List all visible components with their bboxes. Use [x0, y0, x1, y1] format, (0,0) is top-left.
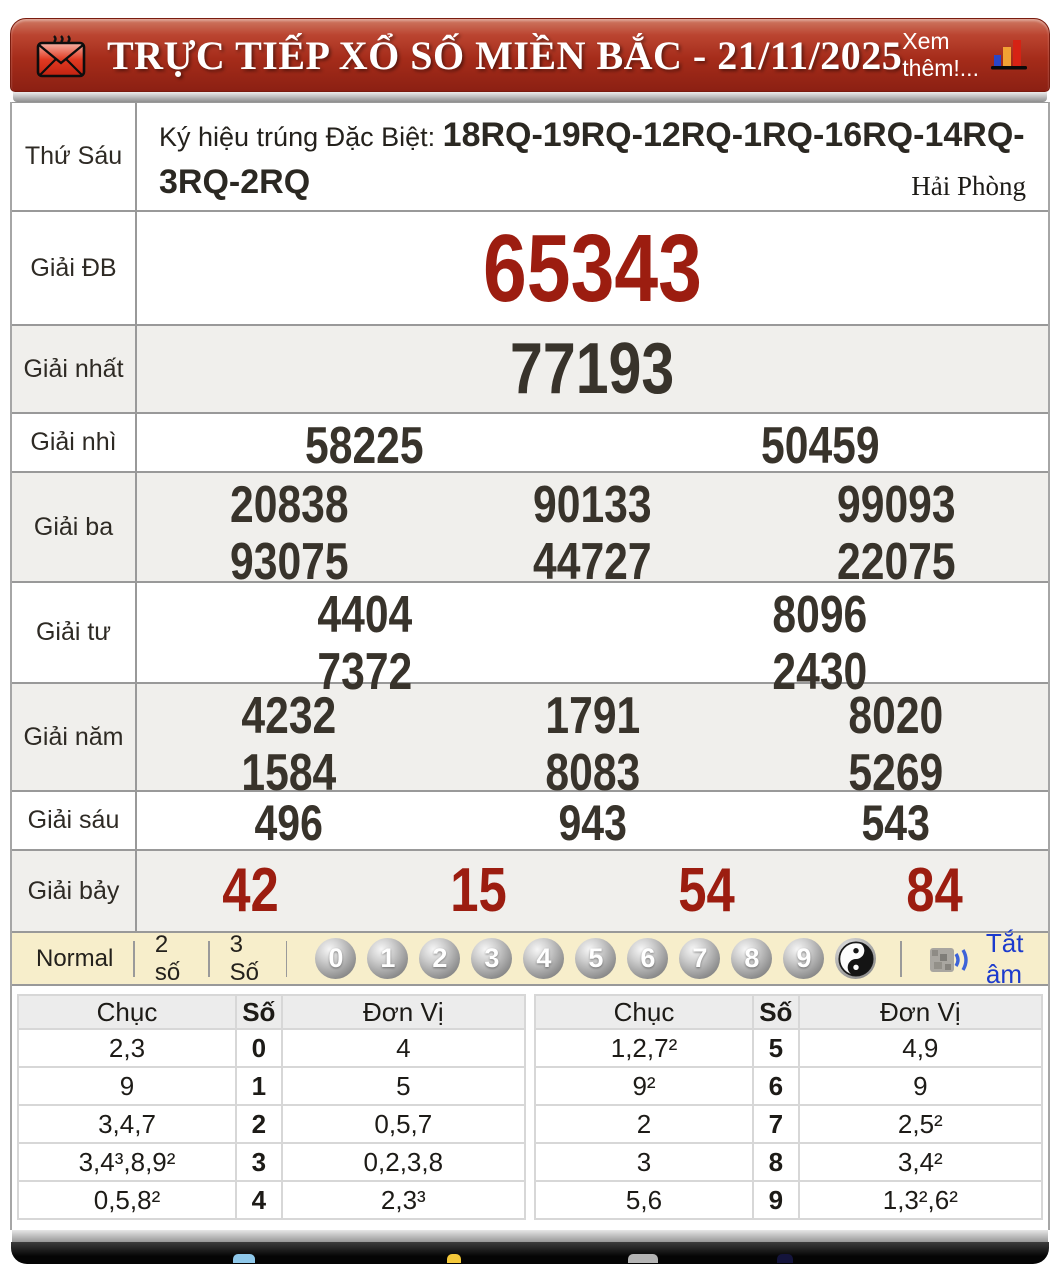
prize-label-fifth: Giải năm — [12, 684, 137, 790]
divider — [900, 941, 901, 977]
prize-number: 2430 — [772, 642, 868, 701]
prize-number: 22075 — [836, 532, 956, 591]
ball-6[interactable]: 6 — [627, 938, 668, 979]
mode-3-digits[interactable]: 3 Số — [229, 930, 259, 986]
header-bar — [10, 18, 1050, 92]
units-cell: 0,2,3,8 — [282, 1143, 525, 1181]
stats-row — [18, 1143, 525, 1181]
partial-icon — [777, 1254, 793, 1263]
digit-cell: 5 — [753, 1029, 799, 1067]
stats-row — [535, 1067, 1042, 1105]
units-cell: 2,3³ — [282, 1181, 525, 1219]
col-header-units: Đơn Vị — [282, 995, 525, 1029]
ball-9[interactable]: 9 — [783, 938, 824, 979]
footer-bar — [11, 1242, 1049, 1264]
prize-number: 5269 — [848, 743, 944, 802]
divider — [286, 941, 287, 977]
top-divider-strip — [13, 92, 1047, 102]
ball-0[interactable]: 0 — [315, 938, 356, 979]
partial-icon — [233, 1254, 255, 1263]
prize-label-fourth: Giải tư — [12, 583, 137, 682]
results-table — [12, 102, 1048, 933]
special-symbol-cell — [137, 103, 1048, 210]
col-header-units: Đơn Vị — [799, 995, 1042, 1029]
prize-row-third — [12, 473, 1048, 591]
ball-3[interactable]: 3 — [471, 938, 512, 979]
ball-4[interactable]: 4 — [523, 938, 564, 979]
stats-row — [18, 1105, 525, 1143]
province-name: Hải Phòng — [911, 171, 1026, 202]
tens-cell: 2 — [535, 1105, 753, 1143]
mode-normal[interactable]: Normal — [36, 944, 114, 972]
tens-cell: 3,4,7 — [18, 1105, 236, 1143]
stats-table-right — [534, 994, 1043, 1220]
see-more-label: Xem thêm!... — [902, 28, 979, 81]
number-balls — [315, 938, 876, 979]
bar-chart-icon — [991, 38, 1027, 72]
tens-cell: 9 — [18, 1067, 236, 1105]
tens-cell: 2,3 — [18, 1029, 236, 1067]
prize-number: 15 — [450, 856, 507, 925]
prize-number: 4404 — [317, 586, 413, 645]
col-header-tens: Chục — [18, 995, 236, 1029]
digit-cell: 3 — [236, 1143, 282, 1181]
digit-cell: 6 — [753, 1067, 799, 1105]
col-header-digit: Số — [753, 995, 799, 1029]
mute-label: Tắt âm — [985, 927, 1024, 989]
prize-number: 1584 — [241, 743, 337, 802]
stats-row — [18, 1181, 525, 1219]
page-title: TRỰC TIẾP XỔ SỐ MIỀN BẮC - 21/11/2025 — [107, 32, 903, 78]
prize-number: 54 — [678, 856, 735, 925]
stats-row — [18, 1029, 525, 1067]
prize-row-fifth — [12, 684, 1048, 802]
yin-yang-icon[interactable] — [835, 938, 876, 979]
tens-cell: 9² — [535, 1067, 753, 1105]
prize-number: 90133 — [533, 476, 652, 535]
prize-number: 50459 — [760, 417, 880, 476]
digit-cell: 9 — [753, 1181, 799, 1219]
mute-button[interactable] — [928, 928, 1030, 990]
stats-table-left — [17, 994, 526, 1220]
prize-number: 84 — [905, 856, 963, 925]
mode-2-digits[interactable]: 2 số — [154, 930, 181, 986]
partial-icon — [447, 1254, 461, 1263]
prize-number: 7372 — [317, 642, 413, 701]
tens-cell: 5,6 — [535, 1181, 753, 1219]
bottom-divider-strip — [12, 1230, 1048, 1242]
units-cell: 4,9 — [799, 1029, 1042, 1067]
col-header-tens: Chục — [535, 995, 753, 1029]
digit-cell: 1 — [236, 1067, 282, 1105]
prize-label-sixth: Giải sáu — [12, 792, 137, 849]
units-cell: 0,5,7 — [282, 1105, 525, 1143]
prize-number: 1791 — [545, 687, 640, 746]
prize-number: 20838 — [229, 476, 349, 535]
units-cell: 2,5² — [799, 1105, 1042, 1143]
prize-number: 4232 — [241, 687, 337, 746]
col-header-digit: Số — [236, 995, 282, 1029]
prize-number: 65343 — [483, 214, 702, 322]
stats-row — [535, 1143, 1042, 1181]
digit-cell: 2 — [236, 1105, 282, 1143]
speaker-icon — [928, 942, 976, 976]
units-cell: 1,3²,6² — [799, 1181, 1042, 1219]
prize-number: 44727 — [533, 532, 652, 591]
control-bar — [12, 927, 1048, 989]
prize-row-sixth — [12, 792, 1048, 851]
divider — [208, 941, 209, 977]
stats-row — [535, 1105, 1042, 1143]
lottery-widget — [10, 18, 1050, 1264]
symbol-caption: Ký hiệu trúng Đặc Biệt: — [159, 122, 443, 152]
symbol-codes-line1: 18RQ-19RQ-12RQ-1RQ-16RQ-14RQ- — [442, 116, 1025, 154]
units-cell: 4 — [282, 1029, 525, 1067]
units-cell: 9 — [799, 1067, 1042, 1105]
weekday-label: Thứ Sáu — [12, 103, 137, 210]
stats-row — [18, 1067, 525, 1105]
prize-label-seventh: Giải bảy — [12, 851, 137, 931]
tens-cell: 3 — [535, 1143, 753, 1181]
digit-stats-section — [12, 986, 1048, 1230]
divider — [133, 941, 134, 977]
digit-cell: 0 — [236, 1029, 282, 1067]
ball-1[interactable]: 1 — [367, 938, 408, 979]
tens-cell: 1,2,7² — [535, 1029, 753, 1067]
prize-label-first: Giải nhất — [12, 326, 137, 412]
prize-number: 8020 — [848, 687, 944, 746]
stats-row — [535, 1181, 1042, 1219]
ball-7[interactable]: 7 — [679, 938, 720, 979]
prize-row-special — [12, 212, 1048, 326]
ball-8[interactable]: 8 — [731, 938, 772, 979]
partial-icon — [628, 1254, 658, 1263]
prize-number: 8096 — [772, 586, 868, 645]
prize-number: 42 — [222, 856, 280, 925]
prize-label-special: Giải ĐB — [12, 212, 137, 324]
prize-row-seventh — [12, 851, 1048, 933]
prize-row-second — [12, 414, 1048, 476]
digit-cell: 4 — [236, 1181, 282, 1219]
digit-cell: 8 — [753, 1143, 799, 1181]
units-cell: 3,4² — [799, 1143, 1042, 1181]
prize-label-second: Giải nhì — [12, 414, 137, 471]
see-more-link[interactable] — [902, 28, 1027, 82]
info-row — [12, 103, 1048, 212]
symbol-codes-line2: 3RQ-2RQ — [159, 163, 311, 202]
prize-label-third: Giải ba — [12, 473, 137, 581]
prize-number: 93075 — [229, 532, 349, 591]
ball-5[interactable]: 5 — [575, 938, 616, 979]
prize-number: 77193 — [510, 328, 675, 409]
tens-cell: 3,4³,8,9² — [18, 1143, 236, 1181]
prize-number: 58225 — [305, 417, 425, 476]
units-cell: 5 — [282, 1067, 525, 1105]
mail-icon — [35, 29, 87, 81]
digit-cell: 7 — [753, 1105, 799, 1143]
prize-number: 943 — [558, 795, 627, 852]
prize-number: 99093 — [836, 476, 956, 535]
tens-cell: 0,5,8² — [18, 1181, 236, 1219]
prize-number: 543 — [861, 795, 931, 852]
prize-row-fourth — [12, 583, 1048, 701]
prize-row-first — [12, 326, 1048, 414]
prize-number: 8083 — [545, 743, 640, 802]
ball-2[interactable]: 2 — [419, 938, 460, 979]
stats-row — [535, 1029, 1042, 1067]
prize-number: 496 — [254, 795, 324, 852]
